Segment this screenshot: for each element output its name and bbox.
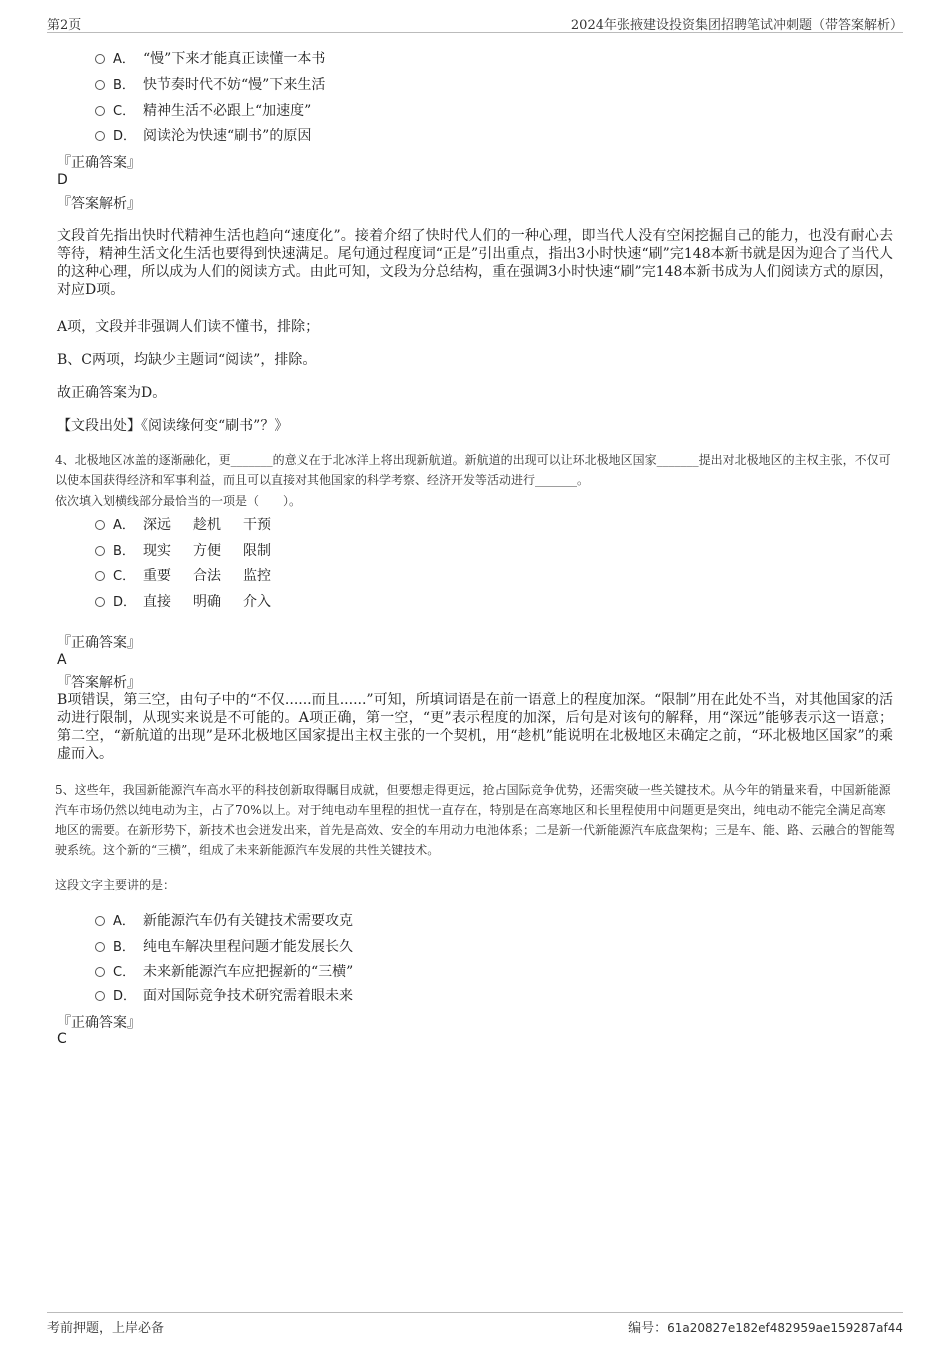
q4-prompt: 依次填入划横线部分最恰当的一项是（ ）。 <box>55 494 302 508</box>
page-footer <box>47 1312 903 1337</box>
radio-icon[interactable] <box>95 80 105 90</box>
q5-prompt: 这段文字主要讲的是： <box>55 878 176 892</box>
q3-source: 【文段出处】《阅读缘何变“刷书”？》 <box>57 418 289 434</box>
radio-icon[interactable] <box>95 520 105 530</box>
q3-analysis: 文段首先指出快时代精神生活也趋向“速度化”。接着介绍了快时代人们的一种心理，即当代人没有空闲挖掘自己的能力，也没有耐心去等待，精神生活文化生活也要得到快速满足。尾句通过程度词“正是”引出重点，指出3小时快速“刷”完148本新书就是因为迎合了当代人的这种心理，所以成为人们的阅读方式。由此可知，文段为分总结构，重在强调3小时快速“刷”完148本新书成为人们阅读方式的原因，对应D项。 <box>57 228 893 298</box>
q4-option-d[interactable]: D． 直接 明确 介入 <box>95 591 293 611</box>
radio-icon[interactable] <box>95 571 105 581</box>
q3-line-bc: B、C两项，均缺少主题词“阅读”，排除。 <box>57 352 317 368</box>
q3-answer: D <box>57 172 68 188</box>
radio-icon[interactable] <box>95 106 105 116</box>
q3-conclusion: 故正确答案为D。 <box>57 385 167 401</box>
radio-icon[interactable] <box>95 991 105 1001</box>
q5-option-c[interactable]: C． 未来新能源汽车应把握新的“三横” <box>95 961 353 981</box>
q4-answer: A <box>57 652 67 668</box>
document-title: 2024年张掖建设投资集团招聘笔试冲刺题（带答案解析） <box>570 18 903 33</box>
radio-icon[interactable] <box>95 131 105 141</box>
q4-option-c[interactable]: C． 重要 合法 监控 <box>95 565 293 585</box>
q5-answer: C <box>57 1031 67 1047</box>
q4-option-a[interactable]: A． 深远 趁机 干预 <box>95 514 293 534</box>
q4-answer-label: 『正确答案』 <box>57 635 141 651</box>
radio-icon[interactable] <box>95 916 105 926</box>
q3-option-c[interactable]: C． 精神生活不必跟上“加速度” <box>95 100 311 120</box>
q3-answer-label: 『正确答案』 <box>57 155 141 171</box>
q4-analysis-label: 『答案解析』 <box>57 675 141 691</box>
footer-slogan: 考前押题，上岸必备 <box>47 1321 165 1336</box>
page-header <box>47 12 903 33</box>
radio-icon[interactable] <box>95 546 105 556</box>
q4-option-b[interactable]: B． 现实 方便 限制 <box>95 540 293 560</box>
q3-option-b[interactable]: B． 快节奏时代不妨“慢”下来生活 <box>95 74 325 94</box>
q3-option-d[interactable]: D． 阅读沦为快速“刷书”的原因 <box>95 125 311 145</box>
radio-icon[interactable] <box>95 967 105 977</box>
q4-analysis: B项错误，第三空，由句子中的“不仅......而且......”可知，所填词语是在前一语意上的程度加深。“限制”用在此处不当，对其他国家的活动进行限制，从现实来说是不可能的。A项正确，第一空，“更”表示程度的加深，后句是对该句的解释，用“深远”能够表示这一语意；第二空，“新航道的出现”是环北极地区国家提出主权主张的一个契机，用“趁机”能说明在北极地区未确定之前，“环北极地区国家”的乘虚而入。 <box>57 692 893 762</box>
radio-icon[interactable] <box>95 597 105 607</box>
q4-text: 4、北极地区冰盖的逐渐融化，更_______的意义在于北冰洋上将出现新航道。新航道的出现可以让环北极地区国家_______提出对北极地区的主权主张，不仅可以使本国获得经济和军事利益，而且可以直接对其他国家的科学考察、经济开发等活动进行_______。 <box>55 453 891 487</box>
q5-option-d[interactable]: D． 面对国际竞争技术研究需着眼未来 <box>95 985 353 1005</box>
q3-analysis-label: 『答案解析』 <box>57 196 141 212</box>
q3-option-a[interactable]: A． “慢”下来才能真正读懂一本书 <box>95 48 325 68</box>
q5-option-b[interactable]: B． 纯电车解决里程问题才能发展长久 <box>95 936 353 956</box>
q5-answer-label: 『正确答案』 <box>57 1015 141 1031</box>
q5-text: 5、这些年，我国新能源汽车高水平的科技创新取得瞩目成就，但要想走得更远，抢占国际竞争优势，还需突破一些关键技术。从今年的销量来看，中国新能源汽车市场仍然以纯电动为主，占了70%以上。对于纯电动车里程的担忧一直存在，特别是在高寒地区和长里程使用中问题更是突出，纯电动不能完全满足高寒地区的需要。在新形势下，新技术也会迸发出来，首先是高效、安全的车用动力电池体系；二是新一代新能源汽车底盘架构；三是车、能、路、云融合的智能驾驶系统。这个新的“三横”，组成了未来新能源汽车发展的共性关键技术。 <box>55 783 896 857</box>
page-number: 第2页 <box>47 18 82 33</box>
radio-icon[interactable] <box>95 54 105 64</box>
q3-line-a: A项，文段并非强调人们读不懂书，排除； <box>57 319 320 335</box>
document-code: 编号：61a20827e182ef482959ae159287af44 <box>628 1321 903 1336</box>
q5-option-a[interactable]: A． 新能源汽车仍有关键技术需要攻克 <box>95 910 353 930</box>
radio-icon[interactable] <box>95 942 105 952</box>
